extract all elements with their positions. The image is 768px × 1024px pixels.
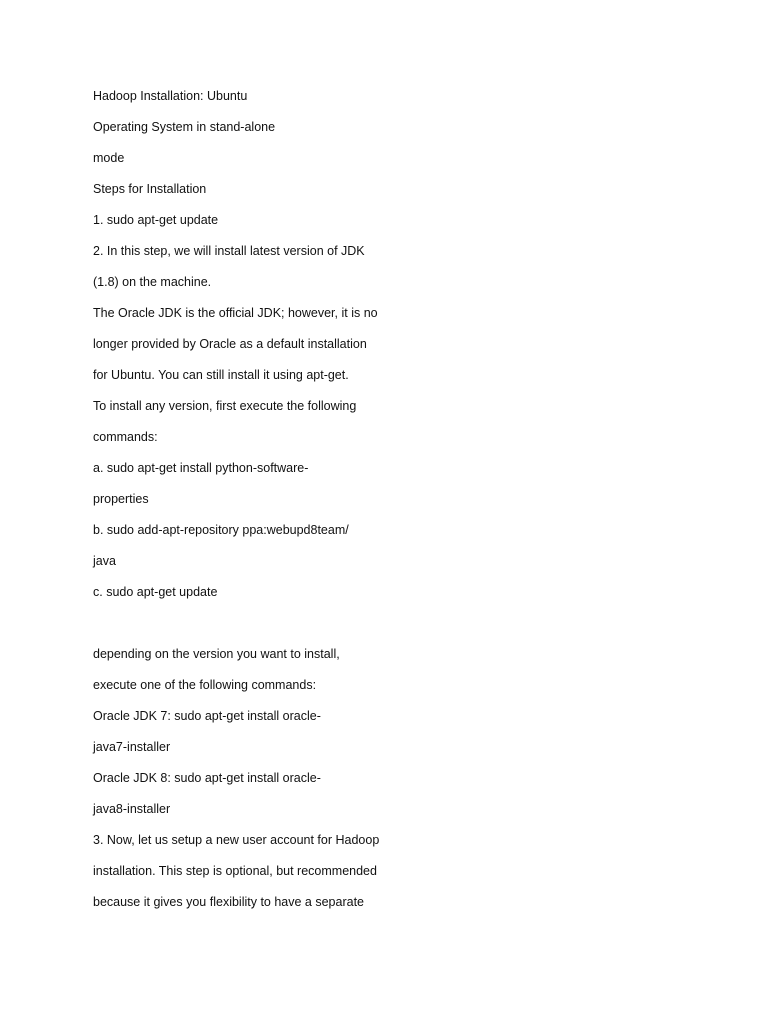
step-2-line-2: (1.8) on the machine. xyxy=(93,275,212,289)
jdk8-command-line-2: java8-installer xyxy=(93,802,171,816)
step-3-line-1: 3. Now, let us setup a new user account for Hadoop xyxy=(93,833,380,847)
paragraph-line: To install any version, first execute the following xyxy=(93,399,357,413)
step-3-line-3: because it gives you flexibility to have a separate xyxy=(93,895,364,909)
paragraph-line: for Ubuntu. You can still install it using apt-get. xyxy=(93,368,349,382)
document-title-line-3: mode xyxy=(93,151,125,165)
jdk7-command-line-1: Oracle JDK 7: sudo apt-get install oracle- xyxy=(93,709,321,723)
paragraph-line: execute one of the following commands: xyxy=(93,678,317,692)
section-heading-steps: Steps for Installation xyxy=(93,182,207,196)
jdk7-command-line-2: java7-installer xyxy=(93,740,171,754)
paragraph-line: depending on the version you want to install, xyxy=(93,647,340,661)
paragraph-line: commands: xyxy=(93,430,158,444)
command-a-line-1: a. sudo apt-get install python-software- xyxy=(93,461,309,475)
paragraph-line: The Oracle JDK is the official JDK; however, it is no xyxy=(93,306,378,320)
document-title-line-1: Hadoop Installation: Ubuntu xyxy=(93,89,248,103)
command-a-line-2: properties xyxy=(93,492,149,506)
command-b-line-1: b. sudo add-apt-repository ppa:webupd8team/ xyxy=(93,523,349,537)
step-3-line-2: installation. This step is optional, but recommended xyxy=(93,864,377,878)
document-body xyxy=(93,84,713,921)
blank-line xyxy=(93,611,713,642)
jdk8-command-line-1: Oracle JDK 8: sudo apt-get install oracle- xyxy=(93,771,321,785)
step-1-line: 1. sudo apt-get update xyxy=(93,213,219,227)
command-b-line-2: java xyxy=(93,554,116,568)
step-2-line-1: 2. In this step, we will install latest version of JDK xyxy=(93,244,365,258)
document-title-line-2: Operating System in stand-alone xyxy=(93,120,276,134)
paragraph-line: longer provided by Oracle as a default installation xyxy=(93,337,367,351)
command-c-line: c. sudo apt-get update xyxy=(93,585,218,599)
